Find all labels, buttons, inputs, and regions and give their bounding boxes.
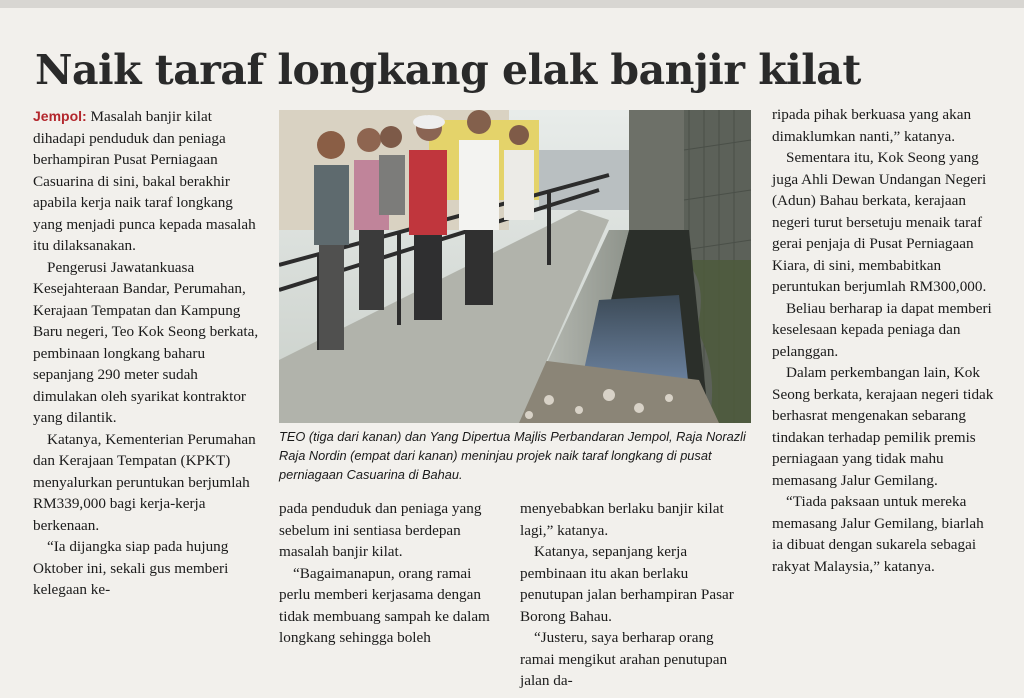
headline: Naik taraf longkang elak banjir kilat <box>35 46 861 94</box>
article-column-4 <box>772 104 997 577</box>
article-column-1 <box>33 106 261 601</box>
paragraph: “Justeru, saya berharap orang ramai mengikut arahan penutupan jalan da- <box>520 629 728 689</box>
paragraph: Katanya, Kementerian Perumahan dan Kerajaan Tempatan (KPKT) menyalurkan peruntukan berjumlah RM339,000 bagi kerja-kerja berkenaan. <box>33 430 256 534</box>
page-top-border <box>0 0 1024 8</box>
paragraph-text: Masalah banjir kilat dihadapi penduduk dan peniaga berhampiran Pusat Perniagaan Casuarina di sini, bakal berakhir apabila kerja naik taraf longkang yang menjadi punca kepada masalah itu dilaksanakan. <box>33 108 256 254</box>
paragraph <box>33 106 261 257</box>
paragraph: “Bagaimanapun, orang ramai perlu memberi kerjasama dengan tidak membuang sampah ke dalam longkang sehingga boleh <box>279 564 490 646</box>
article-column-2 <box>279 498 499 649</box>
paragraph: Pengerusi Jawatankuasa Kesejahteraan Bandar, Perumahan, Kerajaan Tempatan dan Kampung Baru negeri, Teo Kok Seong berkata, pembinaan longkang baharu sepanjang 290 meter sudah dimulakan oleh syarikat kontraktor yang dilantik. <box>33 258 259 426</box>
paragraph: Beliau berharap ia dapat memberi keselesaan kepada peniaga dan pelanggan. <box>772 299 992 360</box>
paragraph: Sementara itu, Kok Seong yang juga Ahli Dewan Undangan Negeri (Adun) Bahau berkata, kerajaan negeri turut bersetuju menaik taraf gerai penjaja di Pusat Perniagaan Kiara, di sini, membabitkan peruntukan berjumlah RM300,000. <box>772 149 987 295</box>
paragraph: pada penduduk dan peniaga yang sebelum ini sentiasa berdepan masalah banjir kilat. <box>279 500 482 560</box>
paragraph: “Tiada paksaan untuk mereka memasang Jalur Gemilang, biarlah ia dibuat dengan sukarela sebagai rakyat Malaysia,” katanya. <box>772 493 984 575</box>
drain-inspection-image <box>279 110 751 423</box>
news-photo <box>279 110 751 423</box>
paragraph: Katanya, sepanjang kerja pembinaan itu akan berlaku penutupan jalan berhampiran Pasar Borong Bahau. <box>520 543 734 625</box>
paragraph: “Ia dijangka siap pada hujung Oktober ini, sekali gus memberi kelegaan ke- <box>33 538 229 598</box>
paragraph: ripada pihak berkuasa yang akan dimaklumkan nanti,” katanya. <box>772 106 972 145</box>
paragraph: Dalam perkembangan lain, Kok Seong berkata, kerajaan negeri tidak berhasrat mengenakan sebarang tindakan terhadap pemilik premis perniagaan yang tidak mahu memasang Jalur Gemilang. <box>772 364 994 489</box>
article-column-3 <box>520 498 745 692</box>
paragraph: menyebabkan berlaku banjir kilat lagi,” katanya. <box>520 500 724 539</box>
dateline: Jempol: <box>33 108 87 124</box>
photo-caption: TEO (tiga dari kanan) dan Yang Dipertua Majlis Perbandaran Jempol, Raja Norazli Raja Nordin (empat dari kanan) meninjau projek naik taraf longkang di pusat perniagaan Casuarina di Bahau. <box>279 429 746 482</box>
